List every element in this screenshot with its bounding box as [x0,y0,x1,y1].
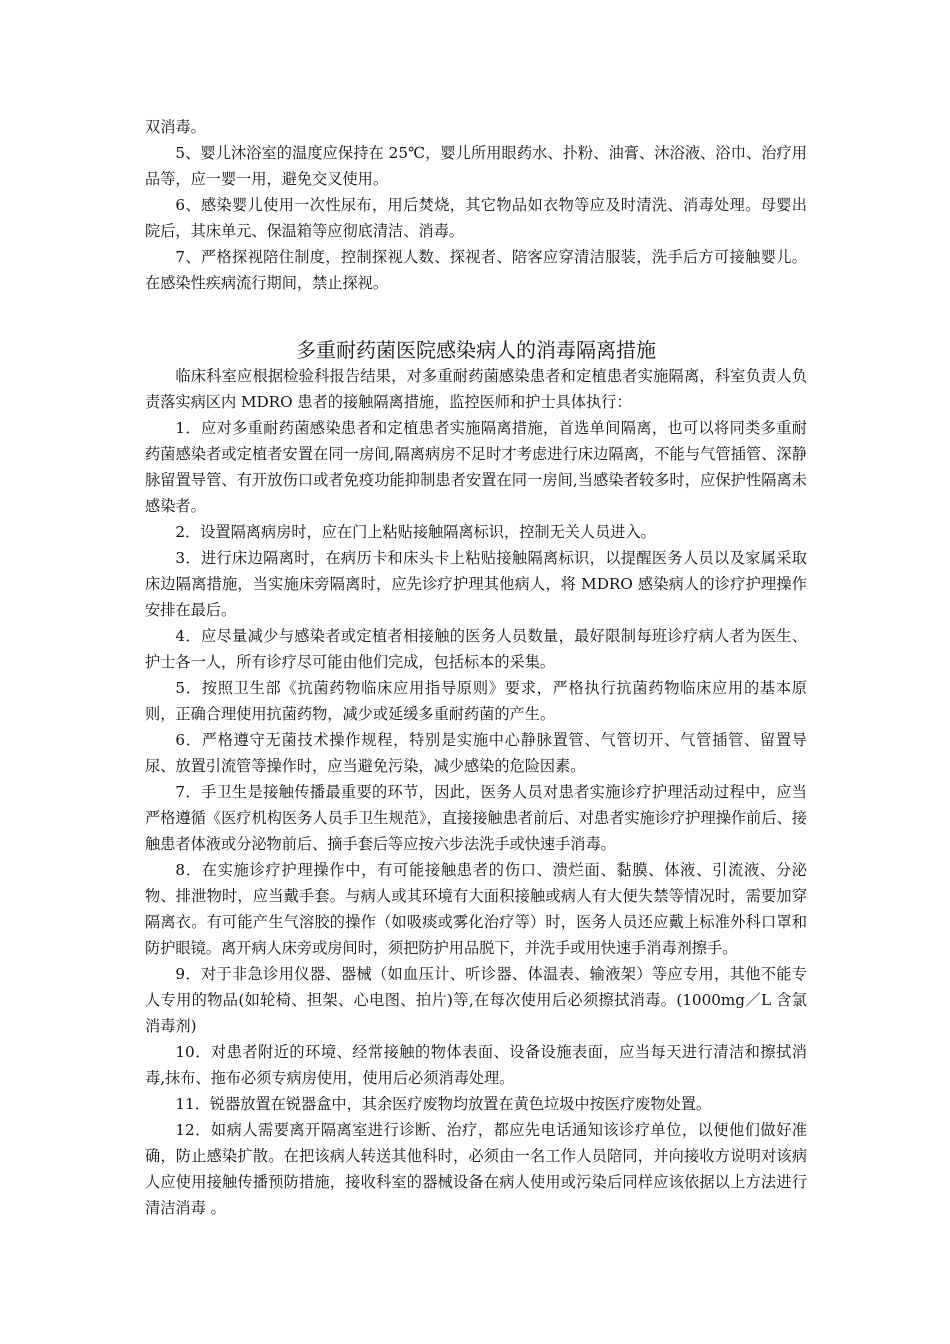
section-title: 多重耐药菌医院感染病人的消毒隔离措施 [296,337,656,362]
list-item: 10．对患者附近的环境、经常接触的物体表面、设备设施表面，应当每天进行清洁和擦拭消毒,抹布、拖布必须专病房使用，使用后必须消毒处理。 [145,1043,807,1087]
list-item: 1．应对多重耐药菌感染患者和定植患者实施隔离措施，首选单间隔离，也可以将同类多重耐药菌感染者或定植者安置在同一房间,隔离病房不足时才考虑进行床边隔离，不能与气管插管、深静脉留置导管、有开放伤口或者免疫功能抑制患者安置在同一房间,当感染者较多时，应保护性隔离未感染者。 [145,419,807,515]
paragraph-item-5: 5、婴儿沐浴室的温度应保持在 25℃，婴儿所用眼药水、扑粉、油膏、沐浴液、浴巾、治疗用品等，应一婴一用，避免交叉使用。 [145,144,807,188]
list-item: 11．锐器放置在锐器盒中，其余医疗废物均放置在黄色垃圾中按医疗废物处置。 [175,1095,712,1113]
intro-paragraph: 临床科室应根据检验科报告结果，对多重耐药菌感染患者和定植患者实施隔离，科室负责人负责落实病区内 MDRO 患者的接触隔离措施，监控医师和护士具体执行： [145,367,807,411]
paragraph-item-7: 7、严格探视陪住制度，控制探视人数、探视者、陪客应穿清洁服装，洗手后方可接触婴儿。在感染性疾病流行期间，禁止探视。 [145,248,807,292]
list-item: 8．在实施诊疗护理操作中，有可能接触患者的伤口、溃烂面、黏膜、体液、引流液、分泌物、排泄物时，应当戴手套。与病人或其环境有大面积接触或病人有大便失禁等情况时，需要加穿隔离衣。有可能产生气溶胶的操作（如吸痰或雾化治疗等）时，医务人员还应戴上标准外科口罩和防护眼镜。离开病人床旁或房间时，须把防护用品脱下，并洗手或用快速手消毒剂擦手。 [145,861,807,957]
paragraph-continuation: 双消毒。 [145,118,206,136]
paragraph-item-6: 6、感染婴儿使用一次性尿布，用后焚烧，其它物品如衣物等应及时清洗、消毒处理。母婴出院后，其床单元、保温箱等应彻底清洁、消毒。 [145,196,807,240]
list-item: 4．应尽量减少与感染者或定植者相接触的医务人员数量，最好限制每班诊疗病人者为医生、护士各一人，所有诊疗尽可能由他们完成，包括标本的采集。 [145,627,807,671]
top-section [145,114,807,296]
main-section [145,363,807,1221]
list-item: 9．对于非急诊用仪器、器械（如血压计、听诊器、体温表、输液架）等应专用，其他不能专人专用的物品(如轮椅、担架、心电图、拍片)等,在每次使用后必须擦拭消毒。(1000mg／L 含氯消毒剂) [145,965,807,1035]
list-item: 5．按照卫生部《抗菌药物临床应用指导原则》要求，严格执行抗菌药物临床应用的基本原则，正确合理使用抗菌药物，减少或延缓多重耐药菌的产生。 [145,679,807,723]
list-item: 6．严格遵守无菌技术操作规程，特别是实施中心静脉置管、气管切开、气管插管、留置导尿、放置引流管等操作时，应当避免污染，减少感染的危险因素。 [145,731,807,775]
list-item: 3．进行床边隔离时，在病历卡和床头卡上粘贴接触隔离标识，以提醒医务人员以及家属采取床边隔离措施，当实施床旁隔离时，应先诊疗护理其他病人，将 MDRO 感染病人的诊疗护理操作安排在最后。 [145,549,807,619]
list-item: 2．设置隔离病房时，应在门上粘贴接触隔离标识，控制无关人员进入。 [175,523,656,541]
list-item: 7．手卫生是接触传播最重要的环节，因此，医务人员对患者实施诊疗护理活动过程中，应当严格遵循《医疗机构医务人员手卫生规范》，直接接触患者前后、对患者实施诊疗护理操作前后、接触患者体液或分泌物前后、摘手套后等应按六步法洗手或快速手消毒。 [145,783,807,853]
list-item: 12．如病人需要离开隔离室进行诊断、治疗，都应先电话通知该诊疗单位，以便他们做好准确，防止感染扩散。在把该病人转送其他科时，必须由一名工作人员陪同，并向接收方说明对该病人应使用接触传播预防措施，接收科室的器械设备在病人使用或污染后同样应该依据以上方法进行清洁消毒 。 [145,1121,807,1217]
